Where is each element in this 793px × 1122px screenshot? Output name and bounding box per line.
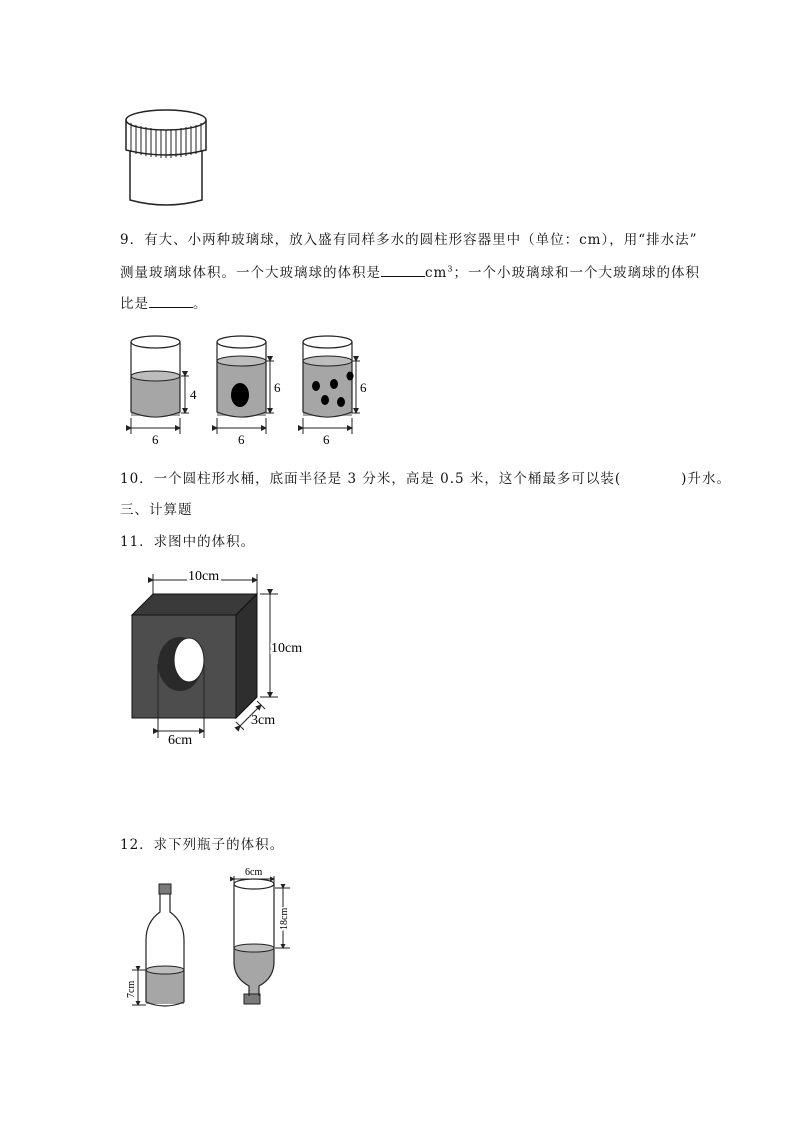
c3-height-label: 6	[360, 380, 367, 395]
inverted-bottle	[234, 876, 290, 1004]
q10-text-b: )升水。	[681, 471, 731, 487]
q11-depth-label: 3cm	[251, 713, 276, 728]
q9-line3-end: 。	[193, 296, 208, 312]
q12-water-height-label: 7cm	[126, 980, 137, 998]
c2-width-label: 6	[238, 432, 245, 447]
q9-line3-a: 比是	[120, 296, 149, 312]
q11-right-label: 10cm	[271, 641, 303, 656]
upright-bottle	[132, 884, 184, 1006]
q12-text: 12．求下列瓶子的体积。	[120, 837, 285, 853]
q11-top-label: 10cm	[188, 569, 220, 584]
q11-text: 11．求图中的体积。	[120, 534, 256, 550]
q9-unit: cm	[425, 265, 448, 281]
q9-line2-a: 测量玻璃球体积。一个大玻璃球的体积是	[120, 265, 381, 281]
c1-height-label: 4	[190, 387, 197, 402]
q9-unit-exp: 3	[447, 264, 454, 274]
c2-height-label: 6	[274, 380, 281, 395]
c1-width-label: 6	[152, 432, 159, 447]
q12-diameter-label: 6cm	[245, 867, 263, 878]
section-3-title: 三、计算题	[120, 502, 193, 518]
c3-width-label: 6	[323, 432, 330, 447]
q12-air-height-label: 18cm	[279, 907, 290, 930]
q9-line2-b: ；一个小玻璃球和一个大玻璃球的体积	[453, 265, 700, 281]
q11-hole-label: 6cm	[168, 733, 193, 748]
q9-line1: 9．有大、小两种玻璃球，放入盛有同样多水的圆柱形容器里中（单位：cm），用“排水法”	[120, 232, 698, 248]
q10-text-a: 10．一个圆柱形水桶，底面半径是 3 分米，高是 0.5 米，这个桶最多可以装(	[120, 471, 622, 487]
